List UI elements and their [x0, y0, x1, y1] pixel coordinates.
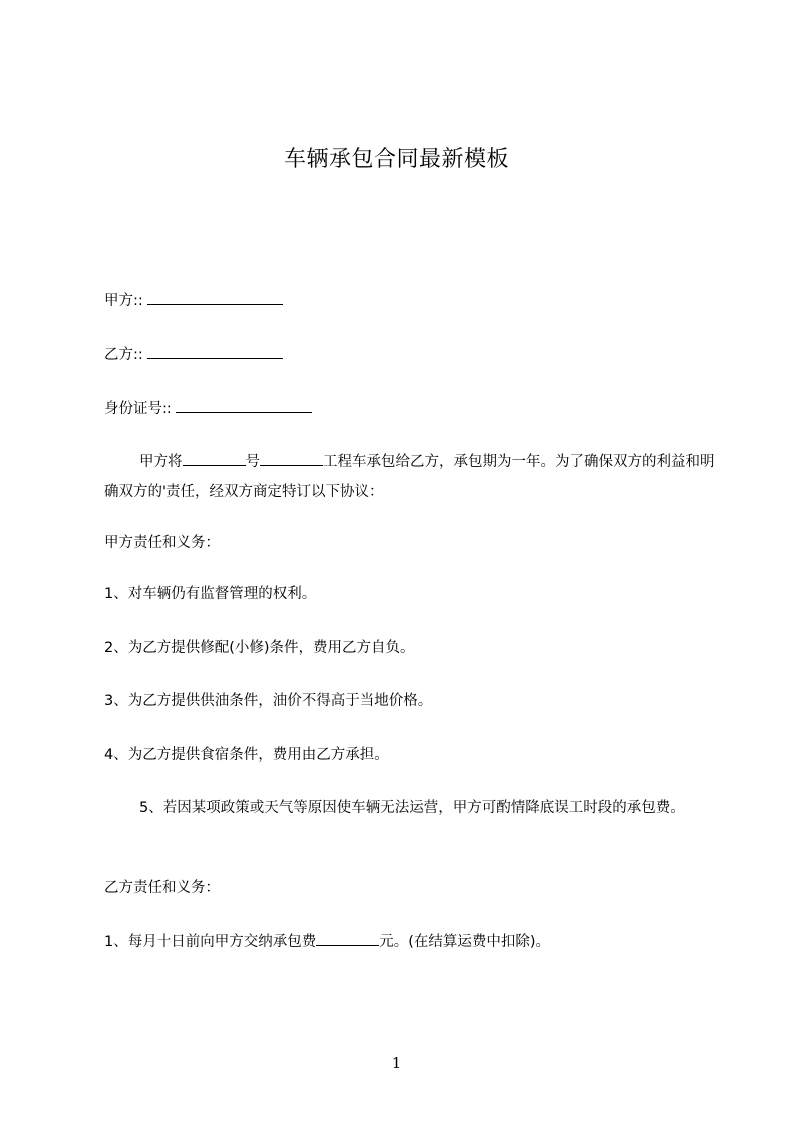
party-a-item-3: 3、为乙方提供供油条件，油价不得高于当地价格。	[104, 693, 433, 709]
vehicle-blank	[260, 451, 323, 466]
party-a-item-2: 2、为乙方提供修配(小修)条件，费用乙方自负。	[104, 640, 415, 656]
party-a-item-4: 4、为乙方提供食宿条件，费用由乙方承担。	[104, 747, 389, 763]
party-a-duties-heading: 甲方责任和义务：	[104, 535, 220, 551]
party-b-label: 乙方::	[104, 347, 143, 363]
intro-part1: 甲方将	[139, 454, 183, 470]
party-a-item-1: 1、对车辆仍有监督管理的权利。	[104, 586, 317, 602]
intro-part3: 工程车承包给乙方，承包期为一年。为了确保双方的利益和明确双方的'责任，经双方商定特订以下协议：	[104, 454, 715, 500]
id-number-line	[104, 394, 716, 424]
party-a-item-5: 5、若因某项政策或天气等原因使车辆无法运营，甲方可酌情降底误工时段的承包费。	[139, 800, 685, 816]
page-number: 1	[391, 1054, 402, 1072]
document-title: 车辆承包合同最新模板	[283, 147, 509, 172]
party-b-item-1	[104, 927, 716, 957]
id-number-label: 身份证号::	[104, 401, 172, 417]
intro-paragraph	[104, 447, 716, 507]
party-b-item-1-part2: 元。(在结算运费中扣除)。	[379, 934, 551, 950]
party-b-blank	[147, 344, 283, 359]
id-number-blank	[176, 398, 312, 413]
plate-number-blank	[183, 451, 246, 466]
party-a-line	[104, 286, 716, 316]
party-b-line	[104, 340, 716, 370]
intro-part2: 号	[245, 454, 260, 470]
party-a-blank	[147, 290, 283, 305]
party-b-duties-heading: 乙方责任和义务：	[104, 880, 220, 896]
fee-amount-blank	[316, 931, 379, 946]
party-b-item-1-part1: 1、每月十日前向甲方交纳承包费	[104, 934, 317, 950]
party-a-label: 甲方::	[104, 293, 143, 309]
